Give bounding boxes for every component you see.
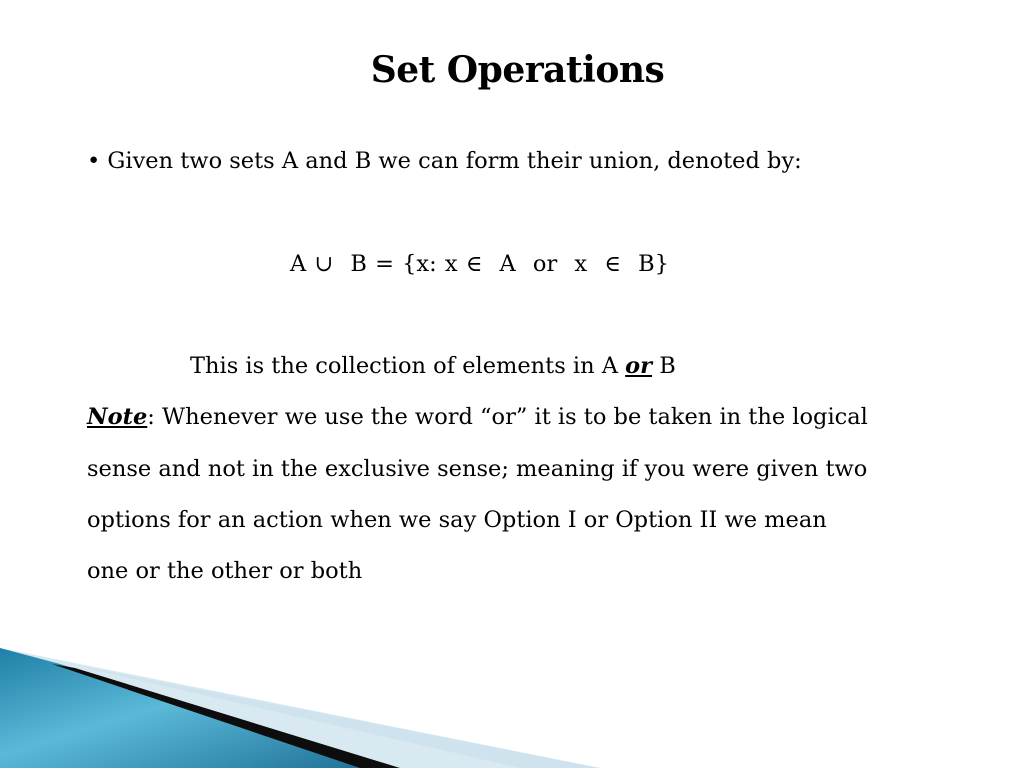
formula-member-symbol: ∈ [604, 251, 621, 277]
formula-set-a: A [499, 251, 516, 277]
note-line-2: sense and not in the exclusive sense; meaning if you were given two [87, 456, 868, 482]
formula-var: x [574, 251, 588, 277]
note-line-1-text: : Whenever we use the word “or” it is to be taken in the logical [147, 404, 868, 430]
slide-title: Set Operations [370, 49, 665, 91]
formula-or: or [532, 251, 558, 277]
note-label: Note [87, 404, 148, 430]
collection-end: B [659, 353, 676, 379]
collection-or-emphasis: or [625, 353, 653, 379]
note-line-3: options for an action when we say Option I or Option II we mean [87, 507, 827, 533]
formula-rhs-start: B = {x: x ∈ [350, 251, 483, 277]
bullet-text: • Given two sets A and B we can form their union, denoted by: [87, 148, 802, 174]
note-line-4: one or the other or both [87, 558, 363, 584]
formula-set-b: B} [638, 251, 669, 277]
formula-lhs: A ∪ [290, 251, 334, 277]
collection-text: This is the collection of elements in A [190, 353, 618, 379]
